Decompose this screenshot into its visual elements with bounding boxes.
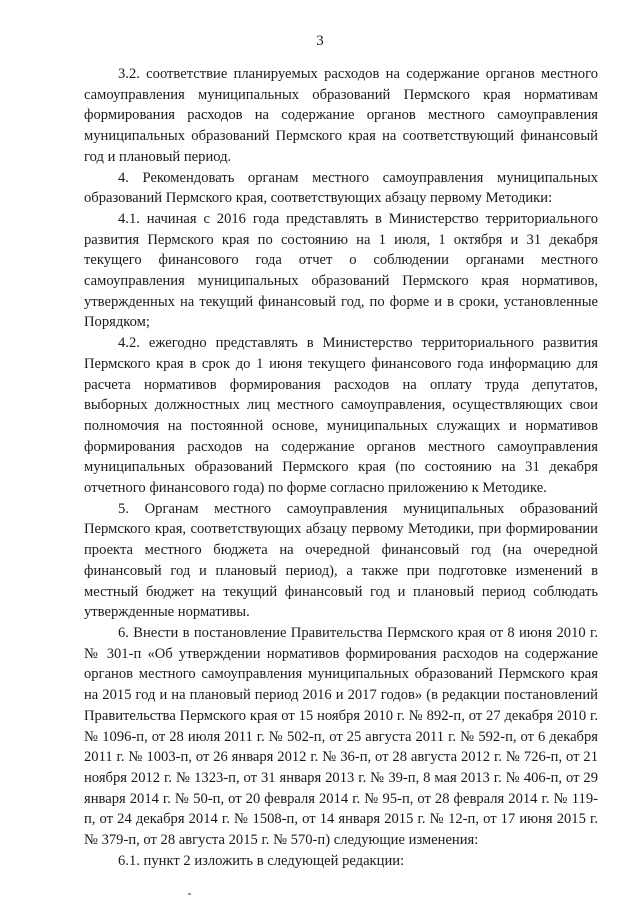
paragraph-4-2: 4.2. ежегодно представлять в Министерство территориального развития Пермского края в срок до 1 июня текущего финансового года информацию для расчета нормативов формирования расходов на оплату труда депутатов, выборных должностных лиц местного самоуправления, осуществляющих свои полномочия на постоянной основе, муниципальных служащих и нормативов формирования расходов на содержание органов местного самоуправления муниципальных образований Пермского края (по состоянию на 31 декабря отчетного финансового года) по форме согласно приложению к Методике.	[84, 335, 598, 497]
paragraph-4: 4. Рекомендовать органам местного самоуправления муниципальных образований Пермского края, соответствующих абзацу первому Методики:	[84, 169, 598, 207]
paragraph-5: 5. Органам местного самоуправления муниципальных образований Пермского края, соответствующих абзацу первому Методики, при формировании проекта местного бюджета на очередной финансовый год (на очередной финансовый год и плановый период), а также при подготовке изменений в местный бюджет на текущий финансовый год и плановый период соблюдать утвержденные нормативы.	[84, 500, 598, 621]
paragraph-3-2: 3.2. соответствие планируемых расходов на содержание органов местного самоуправления муниципальных образований Пермского края нормативам формирования расходов на содержание органов местного самоуправления муниципальных образований Пермского края на соответствующий финансовый год и плановый период.	[84, 66, 598, 165]
paragraph-6-1: 6.1. пункт 2 изложить в следующей редакции:	[118, 852, 405, 869]
page-number: 3	[316, 33, 324, 49]
paragraph-4-1: 4.1. начиная с 2016 года представлять в Министерство территориального развития Пермского края по состоянию на 1 июля, 1 октября и 31 декабря текущего финансового года отчет о соблюдении органами местного самоуправления муниципальных образований Пермского края нормативов, утвержденных на текущий финансовый год, по форме и в сроки, установленные Порядком;	[84, 210, 598, 331]
paragraph-6: 6. Внести в постановление Правительства Пермского края от 8 июня 2010 г. № 301-п «Об утверждении нормативов формирования расходов на содержание органов местного самоуправления муниципальных образований Пермского края на 2015 год и на плановый период 2016 и 2017 годов» (в редакции постановлений Правительства Пермского края от 15 ноября 2010 г. № 892-п, от 27 декабря 2010 г. № 1096-п, от 28 июля 2011 г. № 502-п, от 25 августа 2011 г. № 592-п, от 6 декабря 2011 г. № 1003-п, от 26 января 2012 г. № 36-п, от 28 августа 2012 г. № 726-п, от 21 ноября 2012 г. № 1323-п, от 31 января 2013 г. № 39-п, 8 мая 2013 г. № 406-п, от 29 января 2014 г. № 50-п, от 20 февраля 2014 г. № 95-п, от 28 февраля 2014 г. № 119-п, от 24 декабря 2014 г. № 1508-п, от 14 января 2015 г. № 12-п, от 17 июня 2015 г. № 379-п, от 28 августа 2015 г. № 570-п) следующие изменения:	[84, 624, 598, 849]
scan-speck	[188, 893, 191, 895]
document-body	[84, 64, 598, 871]
